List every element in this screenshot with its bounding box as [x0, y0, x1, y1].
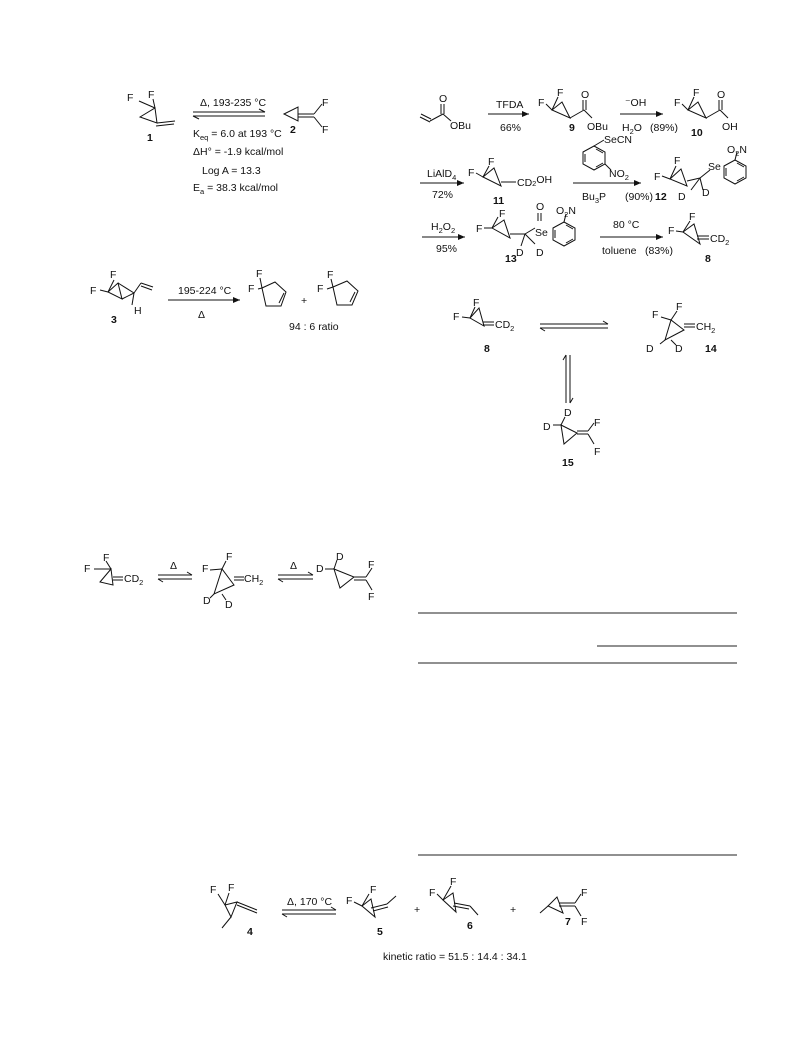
compound-4-structure	[210, 882, 257, 928]
compound-number-2: 2	[290, 124, 296, 136]
atom-f: F	[581, 887, 588, 899]
reagent-tfda: TFDA	[496, 99, 524, 111]
keq-line: $K_{eq} = 6.0$ at 193 °C	[193, 128, 282, 142]
atom-f: F	[499, 208, 506, 220]
atom-f: F	[84, 563, 91, 575]
group-oh: OH	[722, 121, 738, 133]
atom-se: Se	[708, 161, 721, 173]
compound-number-12: 12	[655, 191, 667, 203]
scheme-2-vinylcyclopropane-rearrangement	[90, 268, 358, 333]
atom-f: F	[429, 887, 436, 899]
atom-f: F	[689, 211, 696, 223]
plus-sign: +	[301, 295, 308, 307]
compound-number-8: 8	[705, 253, 711, 265]
scheme-5-interconversion	[453, 297, 717, 469]
atom-f: F	[674, 97, 681, 109]
compound-number-4: 4	[247, 926, 253, 938]
equilibrium-arrow-vertical	[563, 355, 573, 403]
compound-number-13: 13	[505, 253, 517, 265]
atom-f: F	[450, 876, 457, 888]
condition-delta-1: Δ	[170, 560, 178, 572]
equilibrium-arrow-2	[278, 572, 313, 582]
atom-f: F	[473, 297, 480, 309]
reagent-hydrogen-peroxide: $H_2O_2$	[431, 221, 456, 235]
group-secn: SeCN	[604, 134, 633, 146]
compound-6-structure	[429, 876, 478, 915]
atom-d: D	[702, 187, 710, 199]
condition-text: Δ, 170 °C	[287, 896, 333, 908]
nitrophenyl-selenocyanate-structure	[583, 134, 632, 182]
atom-f: F	[557, 87, 564, 99]
atom-d: D	[203, 595, 211, 607]
atom-f: F	[453, 311, 460, 323]
group-no2: $NO_2$	[609, 168, 629, 182]
atom-d: D	[225, 599, 233, 611]
group-ch2: $CH_2$	[244, 573, 264, 587]
compound-8-structure	[453, 297, 514, 333]
atom-f: F	[370, 884, 377, 896]
atom-f: F	[90, 285, 97, 297]
condition-text-bottom: Δ	[198, 309, 206, 321]
atom-f: F	[322, 97, 329, 109]
atom-f: F	[256, 268, 263, 280]
reaction-arrow	[600, 234, 663, 240]
yield-72: 72%	[432, 189, 454, 201]
atom-d: D	[564, 407, 572, 419]
reagent-hydroxide: ⁻OH	[625, 97, 647, 109]
atom-o: O	[536, 201, 545, 213]
equilibrium-arrow-horizontal	[540, 321, 608, 331]
atom-f: F	[668, 225, 675, 237]
group-cd2: $CD_2$	[124, 573, 144, 587]
reaction-arrow	[168, 297, 240, 303]
atom-f: F	[210, 884, 217, 896]
yield-83: (83%)	[645, 245, 674, 257]
enthalpy-line: ΔH° = -1.9 kcal/mol	[193, 146, 284, 158]
atom-f: F	[676, 301, 683, 313]
kinetic-ratio: kinetic ratio = 51.5 : 14.4 : 34.1	[383, 951, 527, 963]
plus-sign: +	[414, 904, 421, 916]
atom-f: F	[594, 417, 601, 429]
atom-f: F	[538, 97, 545, 109]
yield-90: (90%)	[625, 191, 654, 203]
atom-o: O	[581, 89, 590, 101]
compound-8-structure	[84, 552, 143, 587]
group-cd2: $CD_2$	[495, 319, 515, 333]
atom-f: F	[581, 916, 588, 928]
atom-d: D	[543, 421, 551, 433]
atom-f: F	[674, 155, 681, 167]
atom-f: F	[248, 283, 255, 295]
group-cd2: $CD_2$	[710, 233, 730, 247]
atom-f: F	[317, 283, 324, 295]
scheme-3-deuterium-scrambling	[84, 551, 374, 611]
atom-f: F	[226, 551, 233, 563]
compound-13-structure	[476, 201, 576, 259]
atom-f: F	[110, 269, 117, 281]
butyl-acrylate-structure	[420, 93, 471, 132]
atom-f: F	[103, 552, 110, 564]
condition-text: Δ, 193-235 °C	[200, 97, 267, 109]
group-obu: OBu	[450, 120, 472, 132]
compound-10-structure	[674, 87, 738, 133]
atom-f: F	[327, 269, 334, 281]
compound-5-structure	[346, 884, 396, 917]
atom-d: D	[316, 563, 324, 575]
group-o2n: $O_2N$	[727, 144, 747, 158]
atom-f: F	[654, 171, 661, 183]
scheme-1-methylenecyclopropane-equilibrium	[127, 89, 328, 196]
group-obu: OBu	[587, 121, 609, 133]
compound-number-8: 8	[484, 343, 490, 355]
atom-d: D	[675, 343, 683, 355]
reaction-arrow	[488, 111, 529, 117]
equilibrium-arrow	[282, 907, 336, 917]
reaction-arrow	[573, 180, 641, 186]
atom-f: F	[488, 156, 495, 168]
atom-f: F	[476, 223, 483, 235]
reaction-arrow	[620, 111, 663, 117]
compound-1-structure	[127, 89, 175, 126]
compound-11-structure	[468, 156, 552, 189]
atom-f: F	[148, 89, 155, 101]
atom-d: D	[536, 247, 544, 259]
atom-f: F	[228, 882, 235, 894]
reagent-lialdd4: LiAlD$_4$	[427, 168, 457, 182]
reaction-arrow	[420, 180, 464, 186]
log-a-line: Log A = 13.3	[202, 165, 261, 177]
compound-number-11: 11	[493, 195, 505, 207]
atom-f: F	[322, 124, 329, 136]
empty-table	[418, 613, 737, 855]
atom-o: O	[717, 89, 726, 101]
compound-number-1: 1	[147, 132, 153, 144]
solvent-toluene: toluene	[602, 245, 637, 257]
atom-f: F	[202, 563, 209, 575]
compound-3-structure	[90, 269, 153, 317]
compound-number-15: 15	[562, 457, 574, 469]
group-ch2: $CH_2$	[696, 321, 716, 335]
atom-d: D	[646, 343, 654, 355]
atom-se: Se	[535, 227, 548, 239]
group-cd2oh: CD2OH	[517, 174, 553, 189]
compound-number-10: 10	[691, 127, 703, 139]
atom-f: F	[346, 895, 353, 907]
atom-h: H	[134, 305, 142, 317]
product-4-fluorocyclopentene	[317, 269, 358, 305]
yield-95: 95%	[436, 243, 458, 255]
atom-f: F	[368, 591, 375, 603]
yield-66: 66%	[500, 122, 522, 134]
atom-d: D	[516, 247, 524, 259]
atom-o: O	[439, 93, 448, 105]
compound-number-6: 6	[467, 920, 473, 932]
reagent-water: $H_2O$	[622, 122, 642, 136]
equilibrium-arrow-1	[158, 572, 192, 582]
compound-14-structure	[202, 551, 263, 611]
compound-15-structure	[543, 407, 600, 458]
compound-number-14: 14	[705, 343, 717, 355]
product-ratio: 94 : 6 ratio	[289, 321, 339, 333]
compound-12-structure	[654, 144, 747, 203]
atom-f: F	[652, 309, 659, 321]
compound-number-7: 7	[565, 916, 571, 928]
atom-f: F	[368, 559, 375, 571]
compound-number-9: 9	[569, 122, 575, 134]
equilibrium-arrow	[193, 109, 265, 119]
condition-text-top: 195-224 °C	[178, 285, 232, 297]
atom-d: D	[678, 191, 686, 203]
atom-f: F	[594, 446, 601, 458]
condition-temperature: 80 °C	[613, 219, 640, 231]
compound-7-structure	[540, 887, 587, 928]
atom-f: F	[127, 92, 134, 104]
compound-8-structure	[668, 211, 729, 247]
scheme-4-synthesis-of-8	[420, 87, 747, 265]
condition-delta-2: Δ	[290, 560, 298, 572]
atom-d: D	[336, 551, 344, 563]
atom-f: F	[693, 87, 700, 99]
reagent-tributylphosphine: $Bu_3P$	[582, 191, 607, 205]
group-o2n: $O_2N$	[556, 205, 576, 219]
product-3-fluorocyclopentene	[248, 268, 286, 306]
atom-f: F	[468, 167, 475, 179]
reaction-arrow	[422, 234, 465, 240]
activation-energy-line: $E_a = 38.3$ kcal/mol	[193, 182, 279, 196]
yield-89: (89%)	[650, 122, 679, 134]
plus-sign: +	[510, 904, 517, 916]
compound-number-5: 5	[377, 926, 383, 938]
compound-number-3: 3	[111, 314, 117, 326]
scheme-6-methyl-substituted-rearrangement	[210, 876, 587, 963]
compound-15-structure	[316, 551, 374, 603]
